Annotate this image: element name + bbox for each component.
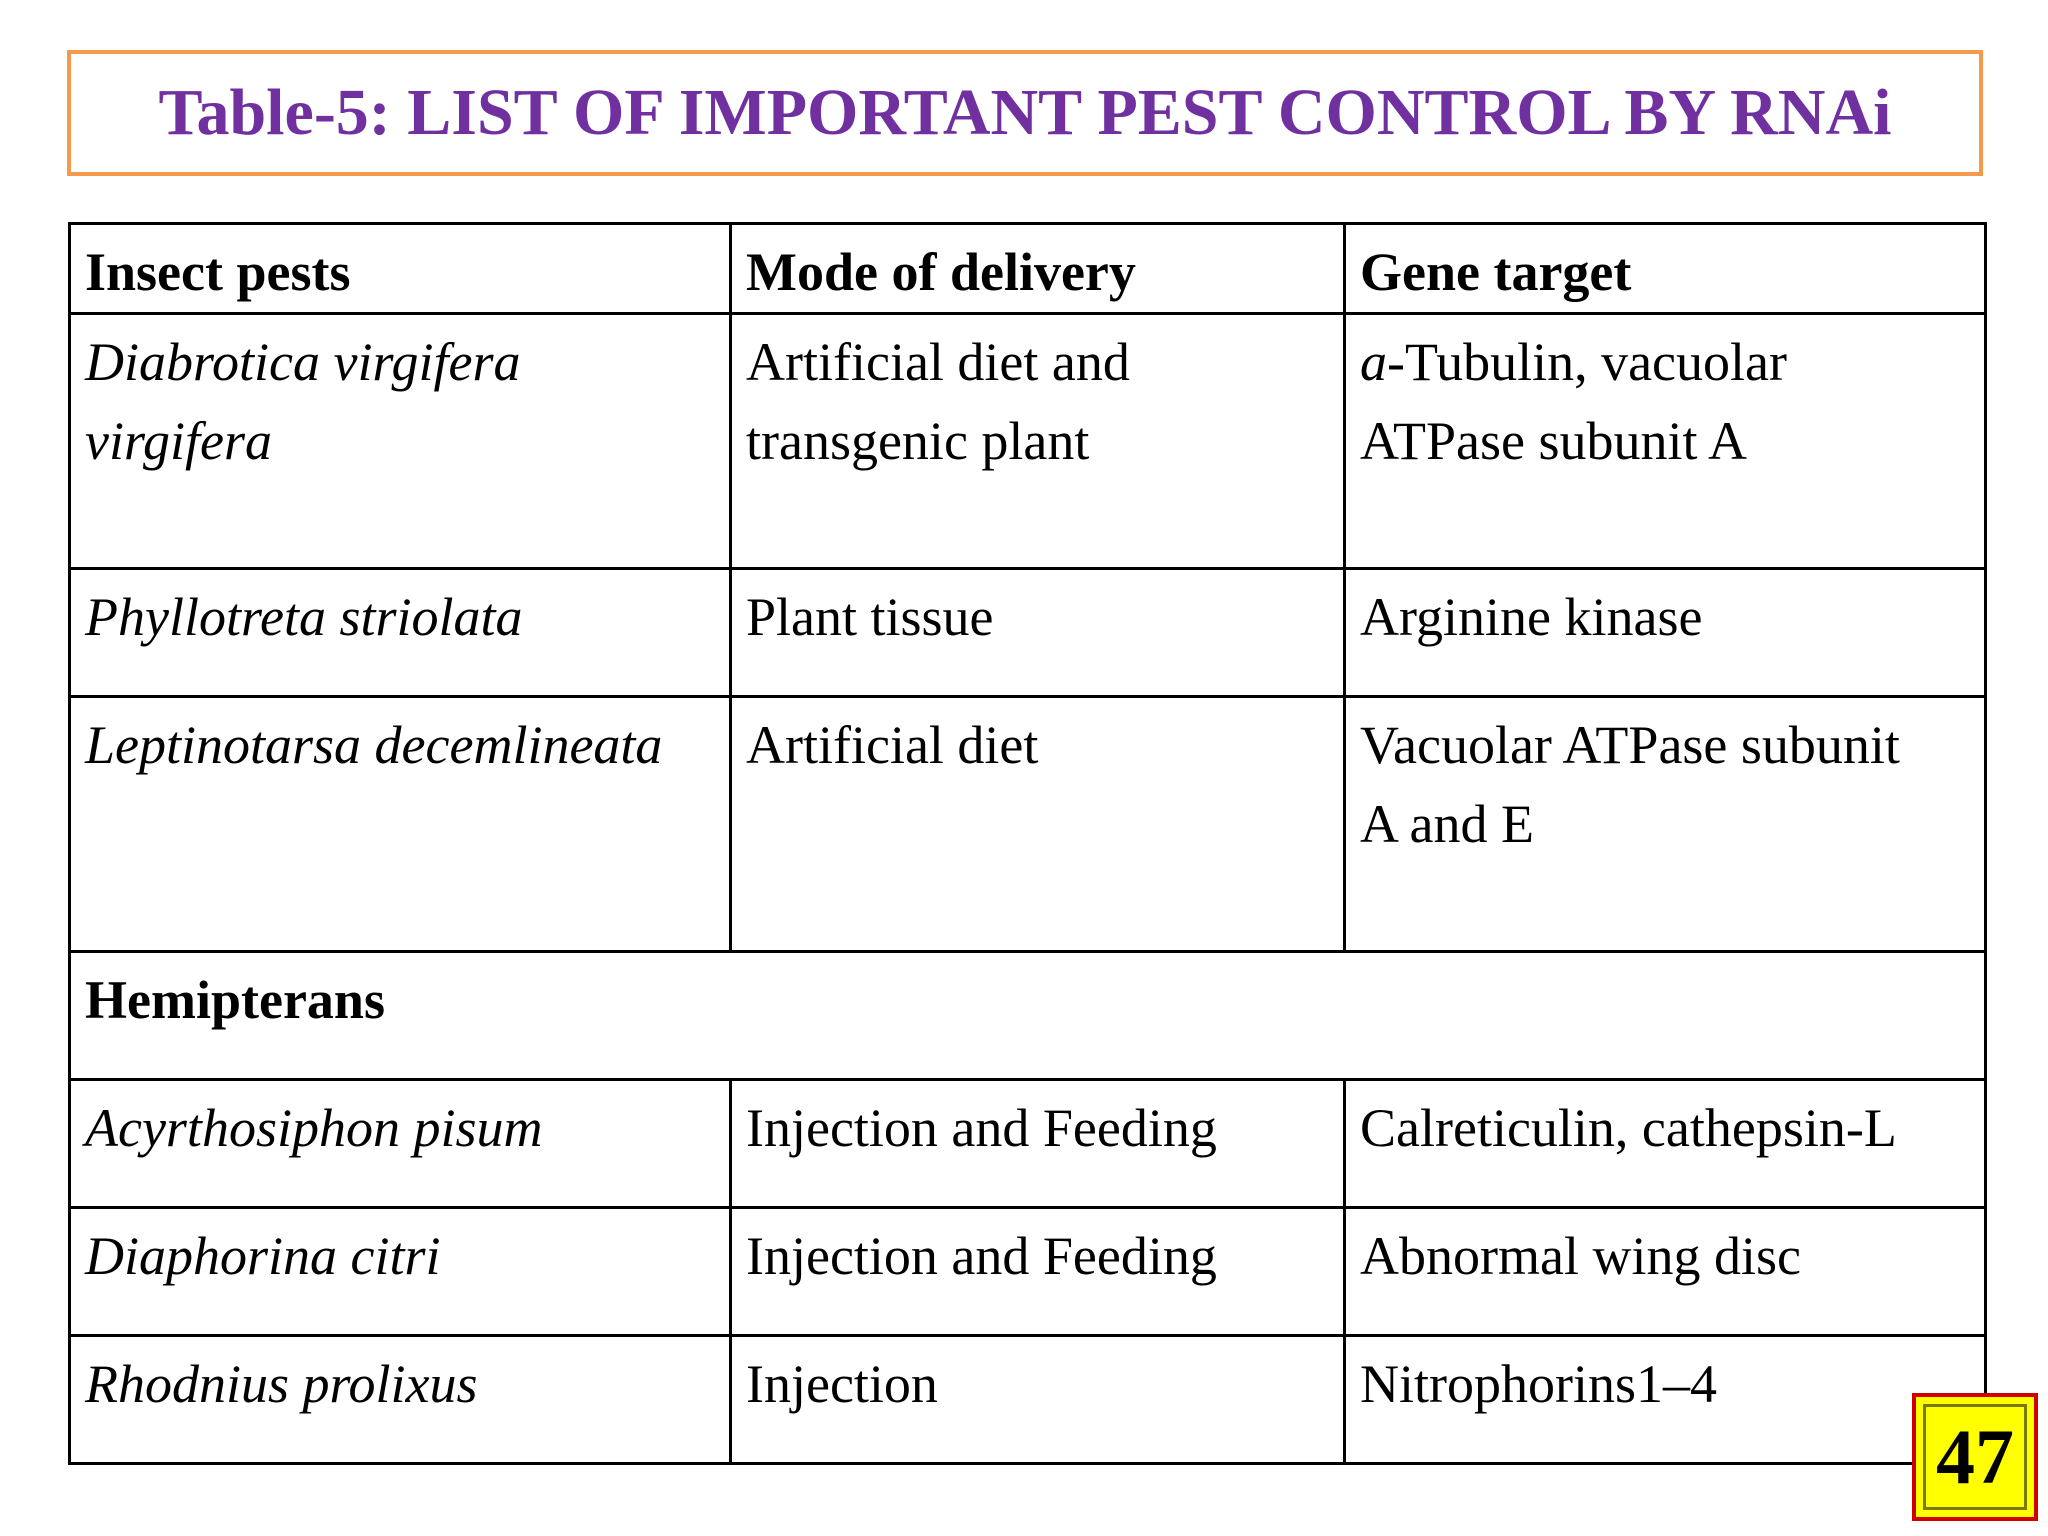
insect-cell (70, 314, 731, 569)
header-gene-target: Gene target (1345, 224, 1986, 314)
mode-cell: Artificial diet (731, 697, 1345, 952)
gene-line1: -Tubulin, vacuolar (1387, 332, 1787, 392)
gene-cell: Calreticulin, cathepsin-L (1345, 1080, 1986, 1208)
gene-cell: Abnormal wing disc (1345, 1208, 1986, 1336)
mode-cell: Plant tissue (731, 569, 1345, 697)
pest-control-table (68, 222, 1987, 1465)
gene-cell (1345, 314, 1986, 569)
insect-cell: Phyllotreta striolata (70, 569, 731, 697)
table-row (70, 314, 1986, 569)
insect-name-line2: virgifera (85, 411, 272, 471)
section-row-hemipterans (70, 952, 1986, 1080)
header-mode-of-delivery: Mode of delivery (731, 224, 1345, 314)
gene-cell: Arginine kinase (1345, 569, 1986, 697)
mode-cell: Injection (731, 1336, 1345, 1464)
table-row (70, 569, 1986, 697)
insect-cell: Rhodnius prolixus (70, 1336, 731, 1464)
gene-line2: ATPase subunit A (1360, 411, 1748, 471)
mode-cell (731, 314, 1345, 569)
insect-name-line1: Diabrotica virgifera (85, 332, 521, 392)
gene-line2: A and E (1360, 794, 1534, 854)
insect-cell: Diaphorina citri (70, 1208, 731, 1336)
table-header-row (70, 224, 1986, 314)
insect-cell: Acyrthosiphon pisum (70, 1080, 731, 1208)
gene-alpha-prefix: a (1360, 332, 1387, 392)
page-number: 47 (1923, 1404, 2027, 1510)
mode-line1: Artificial diet and (746, 332, 1130, 392)
insect-cell: Leptinotarsa decemlineata (70, 697, 731, 952)
mode-cell: Injection and Feeding (731, 1080, 1345, 1208)
slide-title: Table-5: LIST OF IMPORTANT PEST CONTROL BY RNAi (158, 76, 1892, 149)
gene-cell: Nitrophorins1–4 (1345, 1336, 1986, 1464)
table-row (70, 1208, 1986, 1336)
page-number-badge (1912, 1393, 2038, 1521)
table-row (70, 1336, 1986, 1464)
header-insect-pests: Insect pests (70, 224, 731, 314)
mode-cell: Injection and Feeding (731, 1208, 1345, 1336)
mode-line2: transgenic plant (746, 411, 1090, 471)
section-label: Hemipterans (70, 952, 1986, 1080)
title-box (67, 50, 1983, 176)
gene-line1: Vacuolar ATPase subunit (1360, 715, 1900, 775)
gene-cell (1345, 697, 1986, 952)
table-row (70, 697, 1986, 952)
table-row (70, 1080, 1986, 1208)
